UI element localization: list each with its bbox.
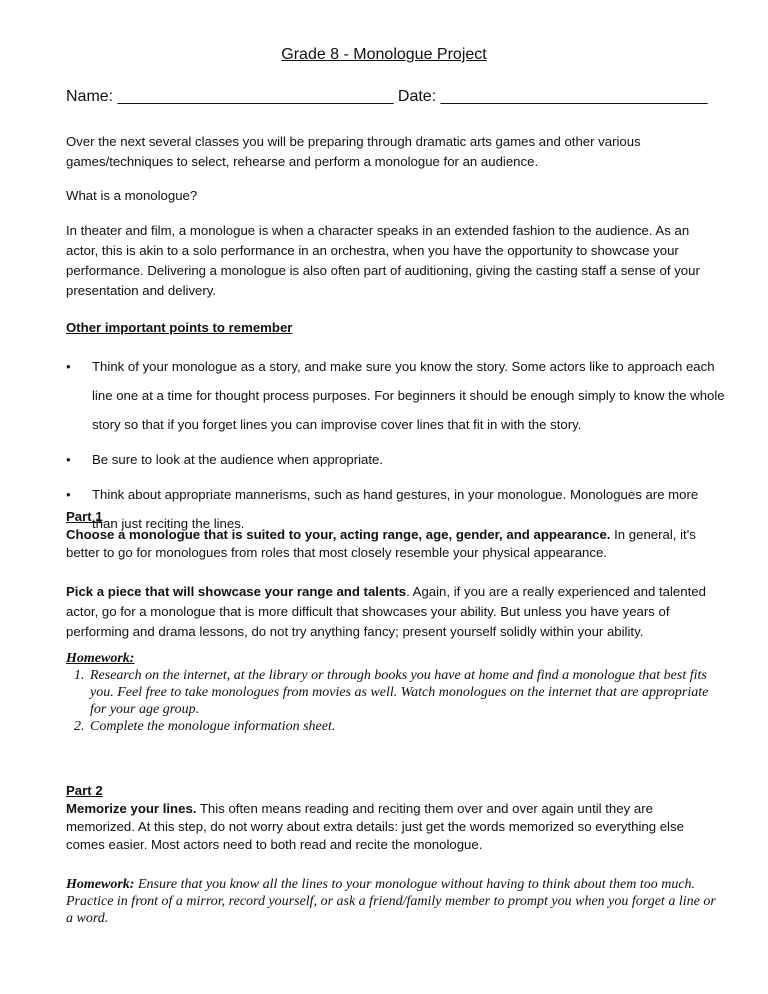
intro-paragraph: Over the next several classes you will be preparing through dramatic arts games and other various games/techniques to select, rehearse and perform a monologue for an audience. [66,134,641,169]
name-date-line [66,88,708,106]
list-item: 2. Complete the monologue information sheet. [88,718,726,735]
list-item: 1. Research on the internet, at the library or through books you have at home and find a monologue that best fits you. Feel free to take monologues from movies as well. Watch monologues on the internet that are appropriate for your age group. [88,667,726,718]
date-label: Date: [397,88,437,105]
name-label: Name: [66,88,114,105]
part2-heading: Part 2 [66,783,103,798]
list-item: • Be sure to look at the audience when appropriate. [66,445,726,474]
part1-p1-rest: In general, it's better to go for monologues from roles that most closely resemble your physical appearance. [66,527,696,560]
part2-homework-label: Homework: [66,877,135,892]
part2-homework-text: Ensure that you know all the lines to your monologue without having to think about them too much. Practice in front of a mirror, record yourself, or ask a friend/family member to prompt you when you forget a line or a word. [66,877,716,926]
part1-homework-list [66,667,726,735]
name-blank: _______________________________ [117,88,394,105]
definition-paragraph: In theater and film, a monologue is when a character speaks in an extended fashion to the audience. As an actor, this is akin to a solo performance in an orchestra, when you have the opportunity to showcase your performance. Delivering a monologue is also often part of auditioning, giving the casting staff a sense of your presentation and delivery. [66,223,700,298]
points-heading: Other important points to remember [66,320,293,335]
part2-p1-rest: This often means reading and reciting them over and over again until they are memorized. At this step, do not worry about extra details: just get the words memorized so everything else comes easier. Most actors need to both read and recite the monologue. [66,801,684,852]
question-line: What is a monologue? [66,188,198,203]
part1-section [66,508,716,562]
list-item: • Think of your monologue as a story, and make sure you know the story. Some actors like to approach each line one at a time for thought process purposes. For beginners it should be enough simply to know the whole story so that if you forget lines you can improvise cover lines that fit in with the story. [66,352,726,439]
date-blank: ______________________________ [440,88,708,105]
part1-p2-bold: Pick a piece that will showcase your range and talents [66,584,407,599]
page-title: Grade 8 - Monologue Project [281,46,487,63]
part2-p1-bold: Memorize your lines. [66,801,197,816]
part1-heading: Part 1 [66,509,103,524]
part2-paragraph [66,800,716,854]
part1-p1-bold: Choose a monologue that is suited to your, acting range, age, gender, and appearance. [66,527,611,542]
part1-paragraph-2 [66,582,716,642]
list-item: • Think about appropriate mannerisms, such as hand gestures, in your monologue. Monologues are more than just reciting the lines. [66,480,726,538]
part1-homework-label: Homework: [66,651,135,666]
part1-p2-rest: . Again, if you are a really experienced and talented actor, go for a monologue that is more difficult that showcases your ability. But unless you have years of performing and drama lessons, do not try anything fancy; present yourself solidly within your ability. [66,584,706,639]
part2-section [66,782,716,854]
part1-paragraph-1 [66,526,716,562]
part2-homework [66,876,726,927]
part1-homework [66,650,726,735]
